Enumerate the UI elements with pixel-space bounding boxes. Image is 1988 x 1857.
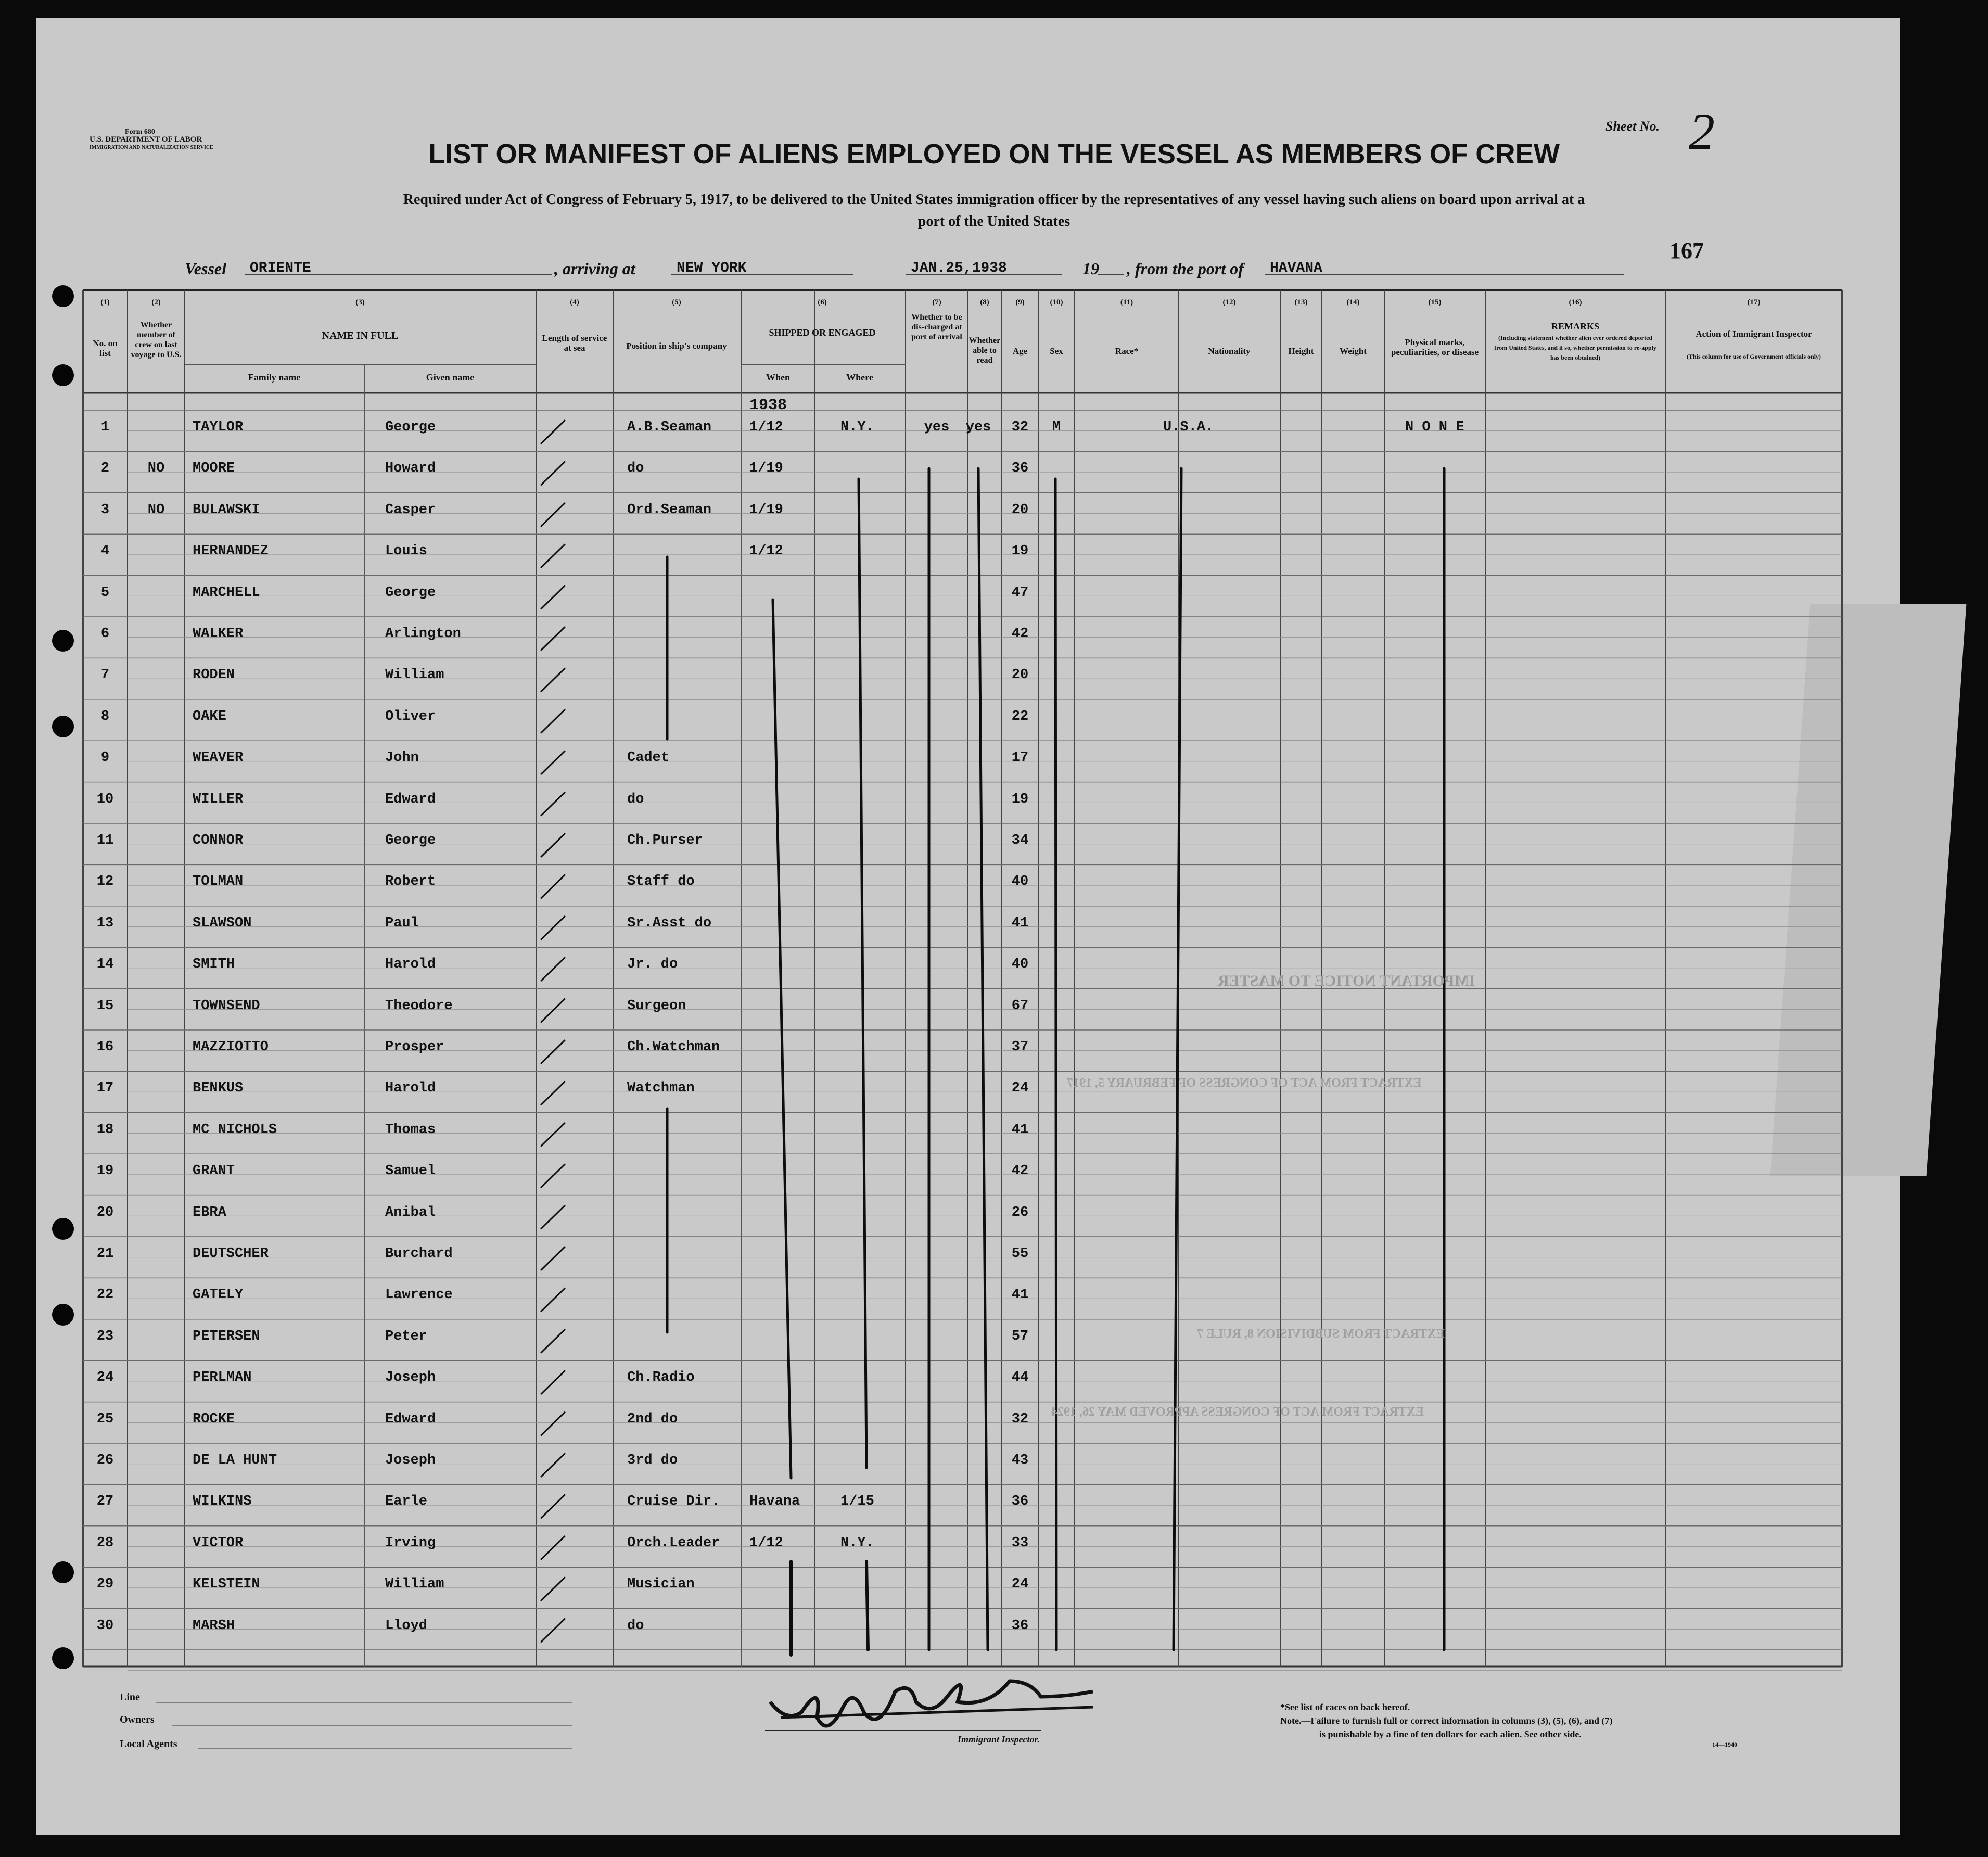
show-through-extract-1: EXTRACT FROM ACT OF CONGRESS OF FEBRUARY 5, 1917 [1067, 1076, 1422, 1090]
length-of-service-slash [541, 1123, 565, 1146]
row-number: 12 [96, 874, 114, 890]
row-number: 9 [100, 750, 110, 766]
length-of-service-slash [541, 462, 565, 485]
row-age: 41 [1011, 915, 1029, 931]
row-age: 36 [1011, 1494, 1029, 1510]
row-family-name: ROCKE [193, 1411, 235, 1427]
subtitle-2: port of the United States [917, 213, 1071, 230]
row-number: 29 [96, 1576, 114, 1593]
header-nationality: Nationality [1208, 346, 1251, 356]
column-number: (1) [100, 298, 110, 307]
header-race: Race* [1115, 346, 1139, 356]
form-number: Form 680 [125, 128, 155, 136]
header-physical-marks: Physical marks, peculiarities, or disease [1391, 337, 1479, 357]
column-number: (4) [570, 298, 579, 307]
row-able-to-read: yes [965, 419, 991, 435]
department-label: U.S. DEPARTMENT OF LABOR [90, 135, 202, 144]
header-family-name: Family name [248, 372, 301, 383]
row-given-name: George [385, 419, 436, 435]
row-age: 41 [1011, 1122, 1029, 1138]
note-label: Note. [1280, 1715, 1302, 1726]
row-given-name: William [385, 667, 444, 683]
row-age: 44 [1011, 1370, 1029, 1386]
column-number: (13) [1294, 298, 1308, 307]
row-age: 24 [1011, 1576, 1029, 1593]
row-shipped-where: N.Y. [840, 419, 874, 435]
row-given-name: George [385, 833, 436, 848]
row-given-name: Howard [385, 461, 436, 477]
row-position: A.B.Seaman [627, 419, 712, 435]
row-age: 55 [1011, 1246, 1029, 1262]
ditto-stroke [773, 600, 791, 1478]
column-number: (2) [151, 298, 161, 307]
header-weight: Weight [1340, 346, 1367, 356]
year-note: 1938 [749, 397, 787, 414]
row-given-name: John [385, 750, 419, 766]
vessel-label: Vessel [185, 259, 226, 278]
length-of-service-slash [541, 544, 565, 567]
show-through-notice: IMPORTANT NOTICE TO MASTER [1218, 972, 1475, 989]
row-number: 25 [96, 1411, 114, 1427]
header-name-in-full: NAME IN FULL [322, 330, 399, 341]
length-of-service-slash [541, 421, 565, 443]
owners-label: Owners [120, 1714, 155, 1725]
row-family-name: MOORE [193, 461, 235, 477]
length-of-service-slash [541, 1288, 565, 1311]
sheet-label: Sheet No. [1605, 119, 1660, 134]
row-family-name: MARCHELL [193, 584, 260, 601]
row-age: 17 [1011, 750, 1029, 766]
header-action-note: (This column for use of Government officials only) [1686, 353, 1821, 360]
row-family-name: TOWNSEND [193, 998, 260, 1014]
row-age: 37 [1011, 1039, 1029, 1055]
row-family-name: OAKE [193, 708, 226, 724]
row-given-name: Joseph [385, 1453, 436, 1468]
row-position: Cadet [627, 750, 670, 766]
row-number: 14 [96, 957, 114, 973]
row-age: 19 [1011, 791, 1029, 807]
length-of-service-slash [541, 1164, 565, 1187]
row-nationality: U.S.A. [1163, 419, 1214, 435]
row-family-name: MC NICHOLS [193, 1122, 277, 1138]
column-number: (3) [355, 298, 365, 307]
row-family-name: DE LA HUNT [193, 1453, 277, 1468]
column-number: (11) [1120, 298, 1133, 307]
length-of-service-slash [541, 1371, 565, 1394]
row-position: do [627, 461, 644, 477]
row-number: 11 [96, 833, 114, 848]
row-number: 10 [96, 791, 114, 807]
row-family-name: BULAWSKI [193, 502, 260, 518]
column-number: (17) [1747, 298, 1761, 307]
header-length-of-service: Length of service at sea [542, 333, 607, 353]
row-age: 32 [1011, 1411, 1029, 1427]
row-number: 30 [96, 1618, 114, 1634]
row-age: 40 [1011, 957, 1029, 973]
row-number: 28 [96, 1535, 114, 1551]
row-number: 6 [100, 626, 110, 642]
row-member-last-voyage: NO [147, 502, 165, 518]
row-shipped-when: 1/12 [749, 1535, 783, 1551]
ditto-stroke [866, 1561, 868, 1650]
length-of-service-slash [541, 586, 565, 609]
row-given-name: Thomas [385, 1122, 436, 1138]
row-age: 20 [1011, 667, 1029, 683]
column-number: (5) [672, 298, 681, 307]
row-position: Ord.Seaman [627, 502, 712, 518]
row-age: 19 [1011, 543, 1029, 559]
row-family-name: WILKINS [193, 1494, 252, 1510]
arrival-port: NEW YORK [677, 260, 747, 276]
row-position: Sr.Asst do [627, 915, 712, 931]
row-given-name: Paul [385, 915, 419, 931]
row-family-name: WALKER [193, 626, 244, 642]
row-given-name: Earle [385, 1494, 428, 1510]
races-note: *See list of races on back hereof. [1280, 1702, 1410, 1712]
row-shipped-when: 1/19 [749, 461, 783, 477]
row-position: Ch.Radio [627, 1370, 695, 1386]
length-of-service-slash [541, 999, 565, 1022]
length-of-service-slash [541, 958, 565, 981]
ditto-stroke [1174, 468, 1181, 1650]
row-family-name: WILLER [193, 791, 244, 807]
row-family-name: TOLMAN [193, 874, 244, 890]
row-given-name: Casper [385, 502, 436, 518]
column-number: (16) [1569, 298, 1582, 307]
column-number: (10) [1050, 298, 1063, 307]
subtitle: Required under Act of Congress of February 5, 1917, to be delivered to the United States immigration officer by the representatives of any vessel having such aliens on board upon arrival at a [403, 192, 1585, 208]
row-family-name: PETERSEN [193, 1328, 260, 1344]
row-given-name: Joseph [385, 1370, 436, 1386]
row-age: 22 [1011, 708, 1029, 724]
length-of-service-slash [541, 1495, 565, 1518]
arriving-label: , arriving at [554, 259, 635, 278]
row-number: 20 [96, 1204, 114, 1220]
header-able-to-read: Whether able to read [968, 336, 1001, 365]
row-shipped-where: N.Y. [840, 1535, 874, 1551]
row-given-name: Arlington [385, 626, 461, 642]
header-sex: Sex [1050, 346, 1063, 356]
row-shipped-where: 1/15 [840, 1494, 874, 1510]
penalty-note-2: is punishable by a fine of ten dollars for each alien. See other side. [1319, 1729, 1582, 1739]
row-position: do [627, 1618, 644, 1634]
row-given-name: George [385, 584, 436, 601]
form-code: 14—1940 [1712, 1741, 1737, 1748]
row-family-name: BENKUS [193, 1080, 244, 1097]
row-number: 24 [96, 1370, 114, 1386]
row-family-name: PERLMAN [193, 1370, 252, 1386]
row-given-name: Prosper [385, 1039, 444, 1055]
row-given-name: Samuel [385, 1163, 436, 1179]
page-title: LIST OR MANIFEST OF ALIENS EMPLOYED ON THE VESSEL AS MEMBERS OF CREW [428, 138, 1560, 170]
row-given-name: Harold [385, 957, 436, 973]
ditto-stroke [1055, 479, 1056, 1650]
service-label: IMMIGRATION AND NATURALIZATION SERVICE [90, 145, 213, 150]
note-text: —Failure to furnish full or correct information in columns (3), (5), (6), and (7) [1301, 1715, 1613, 1726]
row-family-name: VICTOR [193, 1535, 244, 1551]
penalty-note [1280, 1715, 1612, 1726]
ditto-stroke [978, 468, 988, 1650]
header-action: Action of Immigrant Inspector [1696, 329, 1812, 339]
row-shipped-when: 1/19 [749, 502, 783, 518]
row-number: 13 [96, 915, 114, 931]
row-number: 5 [100, 584, 110, 601]
row-number: 21 [96, 1246, 114, 1262]
length-of-service-slash [541, 1040, 565, 1063]
row-age: 34 [1011, 833, 1029, 848]
length-of-service-slash [541, 503, 565, 526]
row-given-name: Anibal [385, 1204, 436, 1220]
show-through-extract-3: EXTRACT FROM ACT OF CONGRESS APPROVED MAY 26, 1924 [1051, 1405, 1424, 1419]
row-age: 57 [1011, 1328, 1029, 1344]
header-position: Position in ship's company [626, 341, 727, 351]
row-family-name: EBRA [193, 1204, 226, 1220]
row-number: 22 [96, 1287, 114, 1303]
header-remarks: REMARKS [1551, 321, 1599, 332]
row-discharged: yes [924, 419, 950, 435]
header-age: Age [1012, 346, 1028, 356]
header-member-last-voyage: Whether member of crew on last voyage to U.S. [131, 321, 182, 359]
arrival-date: JAN.25,1938 [911, 260, 1007, 276]
row-number: 2 [100, 461, 110, 477]
row-number: 26 [96, 1453, 114, 1468]
row-age: 32 [1011, 419, 1029, 435]
row-family-name: CONNOR [193, 833, 244, 848]
row-age: 20 [1011, 502, 1029, 518]
row-given-name: Lawrence [385, 1287, 453, 1303]
row-number: 18 [96, 1122, 114, 1138]
header-shipped-engaged: SHIPPED OR ENGAGED [769, 327, 876, 338]
header-where: Where [846, 372, 873, 383]
length-of-service-slash [541, 1247, 565, 1270]
row-age: 26 [1011, 1204, 1029, 1220]
row-given-name: Oliver [385, 708, 436, 724]
row-family-name: SLAWSON [193, 915, 252, 931]
row-position: Orch.Leader [627, 1535, 720, 1551]
year-label: 19 [1082, 259, 1099, 278]
local-agents-label: Local Agents [120, 1738, 177, 1750]
row-given-name: Edward [385, 1411, 436, 1427]
row-number: 7 [100, 667, 110, 683]
line-label: Line [120, 1691, 140, 1703]
length-of-service-slash [541, 875, 565, 898]
column-number: (7) [932, 298, 941, 307]
header-given-name: Given name [426, 372, 475, 383]
row-given-name: Theodore [385, 998, 453, 1014]
row-given-name: Peter [385, 1328, 428, 1344]
row-age: 40 [1011, 874, 1029, 890]
row-given-name: Edward [385, 791, 436, 807]
column-number: (9) [1015, 298, 1025, 307]
column-number: (6) [818, 298, 827, 307]
row-family-name: SMITH [193, 957, 235, 973]
row-position: Cruise Dir. [627, 1494, 720, 1510]
row-age: 36 [1011, 1618, 1029, 1634]
inspector-label: Immigrant Inspector. [958, 1734, 1040, 1745]
length-of-service-slash [541, 1413, 565, 1435]
row-position: Jr. do [627, 957, 678, 973]
vessel-name: ORIENTE [250, 260, 311, 276]
stamp-number: 167 [1670, 238, 1704, 263]
row-number: 23 [96, 1328, 114, 1344]
length-of-service-slash [541, 710, 565, 733]
row-number: 1 [100, 419, 110, 435]
length-of-service-slash [541, 1206, 565, 1229]
row-number: 15 [96, 998, 114, 1014]
length-of-service-slash [541, 834, 565, 857]
header-no-on-list: No. on list [93, 338, 118, 358]
row-given-name: Irving [385, 1535, 436, 1551]
row-age: 42 [1011, 1163, 1029, 1179]
row-position: Surgeon [627, 998, 686, 1014]
length-of-service-slash [541, 1082, 565, 1104]
column-number: (8) [980, 298, 989, 307]
row-shipped-when: 1/12 [749, 419, 783, 435]
row-given-name: Burchard [385, 1246, 453, 1262]
row-sex: M [1052, 419, 1061, 435]
departure-port: HAVANA [1270, 260, 1322, 276]
row-position: Musician [627, 1576, 695, 1593]
row-number: 8 [100, 708, 110, 724]
row-number: 17 [96, 1080, 114, 1097]
row-family-name: WEAVER [193, 750, 244, 766]
length-of-service-slash [541, 1330, 565, 1353]
row-family-name: MARSH [193, 1618, 235, 1634]
row-given-name: Robert [385, 874, 436, 890]
row-family-name: RODEN [193, 667, 235, 683]
row-position: 2nd do [627, 1411, 678, 1427]
row-family-name: GRANT [193, 1163, 235, 1179]
row-shipped-when: 1/12 [749, 543, 783, 559]
row-position: do [627, 791, 644, 807]
row-given-name: Lloyd [385, 1618, 428, 1634]
row-family-name: KELSTEIN [193, 1576, 260, 1593]
from-port-label: , from the port of [1127, 259, 1244, 278]
column-number: (14) [1346, 298, 1360, 307]
row-physical-marks: N O N E [1405, 419, 1464, 435]
row-family-name: GATELY [193, 1287, 244, 1303]
row-age: 24 [1011, 1080, 1029, 1097]
row-age: 47 [1011, 584, 1029, 601]
length-of-service-slash [541, 917, 565, 939]
show-through-extract-2: EXTRACT FROM SUBDIVISION 8, RULE 7 [1197, 1327, 1445, 1341]
column-number: (15) [1428, 298, 1442, 307]
header-when: When [766, 372, 790, 383]
length-of-service-slash [541, 1536, 565, 1559]
length-of-service-slash [541, 1578, 565, 1600]
row-family-name: DEUTSCHER [193, 1246, 269, 1262]
row-age: 41 [1011, 1287, 1029, 1303]
row-family-name: HERNANDEZ [193, 543, 269, 559]
row-position: Watchman [627, 1080, 695, 1097]
length-of-service-slash [541, 1619, 565, 1642]
row-position: Staff do [627, 874, 695, 890]
row-family-name: TAYLOR [193, 419, 244, 435]
row-age: 67 [1011, 998, 1029, 1014]
row-given-name: Louis [385, 543, 428, 559]
length-of-service-slash [541, 751, 565, 774]
header-height: Height [1288, 346, 1314, 356]
row-number: 16 [96, 1039, 114, 1055]
row-number: 4 [100, 543, 110, 559]
row-age: 42 [1011, 626, 1029, 642]
length-of-service-slash [541, 1454, 565, 1477]
row-age: 36 [1011, 461, 1029, 477]
row-given-name: William [385, 1576, 444, 1593]
row-member-last-voyage: NO [147, 461, 165, 477]
header-remarks-note: (Including statement whether alien ever ordered deported from United States, and if so, whether permission to re-apply has been obtained) [1494, 334, 1656, 361]
row-family-name: MAZZIOTTO [193, 1039, 269, 1055]
row-position: 3rd do [627, 1453, 678, 1468]
header-discharged: Whether to be dis-charged at port of arrival [911, 313, 962, 341]
row-number: 27 [96, 1494, 114, 1510]
sheet-number: 2 [1689, 103, 1715, 160]
row-shipped-when: Havana [749, 1494, 800, 1510]
row-age: 33 [1011, 1535, 1029, 1551]
row-given-name: Harold [385, 1080, 436, 1097]
row-age: 43 [1011, 1453, 1029, 1468]
length-of-service-slash [541, 793, 565, 816]
row-number: 19 [96, 1163, 114, 1179]
length-of-service-slash [541, 627, 565, 650]
row-position: Ch.Purser [627, 833, 703, 848]
length-of-service-slash [541, 668, 565, 691]
column-number: (12) [1222, 298, 1236, 307]
row-position: Ch.Watchman [627, 1039, 720, 1055]
row-number: 3 [100, 502, 110, 518]
